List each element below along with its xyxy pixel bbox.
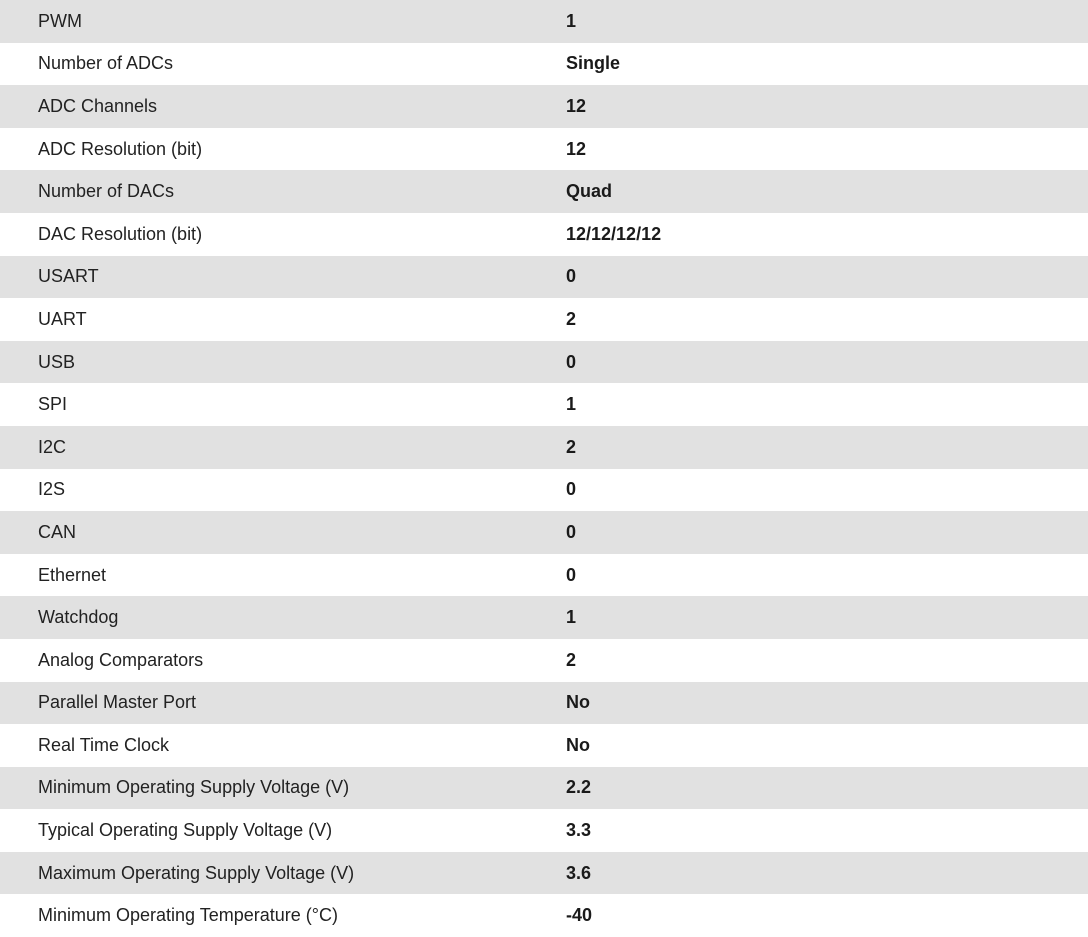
spec-label: Number of ADCs xyxy=(38,53,174,74)
spec-value: 1 xyxy=(566,394,577,415)
spec-label: Parallel Master Port xyxy=(38,692,197,713)
spec-value: 12 xyxy=(566,95,587,116)
spec-label: DAC Resolution (bit) xyxy=(38,223,203,244)
spec-label: Ethernet xyxy=(38,564,107,585)
spec-label: ADC Channels xyxy=(38,95,158,116)
spec-value: No xyxy=(566,692,590,713)
spec-row xyxy=(0,511,1088,554)
spec-label: USB xyxy=(38,351,76,372)
spec-row xyxy=(0,256,1088,299)
spec-label: Watchdog xyxy=(38,607,119,628)
spec-label: Number of DACs xyxy=(38,181,175,202)
spec-label: ADC Resolution (bit) xyxy=(38,138,203,159)
spec-value: 0 xyxy=(566,564,577,585)
spec-label: UART xyxy=(38,308,87,329)
spec-label: Minimum Operating Supply Voltage (V) xyxy=(38,777,350,798)
spec-row xyxy=(0,43,1088,86)
spec-row xyxy=(0,809,1088,852)
spec-label: PWM xyxy=(38,10,82,31)
spec-value: 12 xyxy=(566,138,587,159)
spec-value: 1 xyxy=(566,607,577,628)
spec-row xyxy=(0,341,1088,384)
spec-label: SPI xyxy=(38,394,68,415)
spec-label: Typical Operating Supply Voltage (V) xyxy=(38,820,333,841)
spec-label: Minimum Operating Temperature (°C) xyxy=(38,905,338,926)
spec-row xyxy=(0,170,1088,213)
spec-label: Real Time Clock xyxy=(38,734,170,755)
spec-value: 0 xyxy=(566,266,577,287)
spec-row xyxy=(0,0,1088,43)
spec-value: 3.6 xyxy=(566,862,592,883)
spec-value: 1 xyxy=(566,10,577,31)
spec-row xyxy=(0,85,1088,128)
spec-label: I2C xyxy=(38,436,67,457)
spec-value: 2 xyxy=(566,649,577,670)
spec-row xyxy=(0,554,1088,597)
spec-value: 3.3 xyxy=(566,820,592,841)
spec-value: 2.2 xyxy=(566,777,592,798)
spec-value: 0 xyxy=(566,521,577,542)
spec-label: Analog Comparators xyxy=(38,649,204,670)
spec-row xyxy=(0,128,1088,171)
spec-row xyxy=(0,682,1088,725)
spec-row xyxy=(0,639,1088,682)
spec-row xyxy=(0,469,1088,512)
spec-value: 2 xyxy=(566,308,577,329)
spec-label: Maximum Operating Supply Voltage (V) xyxy=(38,862,355,883)
spec-row xyxy=(0,213,1088,256)
spec-row xyxy=(0,767,1088,810)
spec-value: 12/12/12/12 xyxy=(566,223,662,244)
spec-row xyxy=(0,383,1088,426)
spec-row xyxy=(0,724,1088,767)
spec-value: 0 xyxy=(566,479,577,500)
spec-label: CAN xyxy=(38,521,77,542)
spec-row xyxy=(0,596,1088,639)
spec-value: No xyxy=(566,734,590,755)
spec-label: I2S xyxy=(38,479,66,500)
spec-row xyxy=(0,426,1088,469)
spec-row xyxy=(0,894,1088,937)
spec-value: 0 xyxy=(566,351,577,372)
spec-row xyxy=(0,298,1088,341)
spec-row xyxy=(0,852,1088,895)
spec-value: Single xyxy=(566,53,621,74)
spec-value: Quad xyxy=(566,181,613,202)
spec-value: -40 xyxy=(566,905,593,926)
spec-label: USART xyxy=(38,266,99,287)
spec-value: 2 xyxy=(566,436,577,457)
